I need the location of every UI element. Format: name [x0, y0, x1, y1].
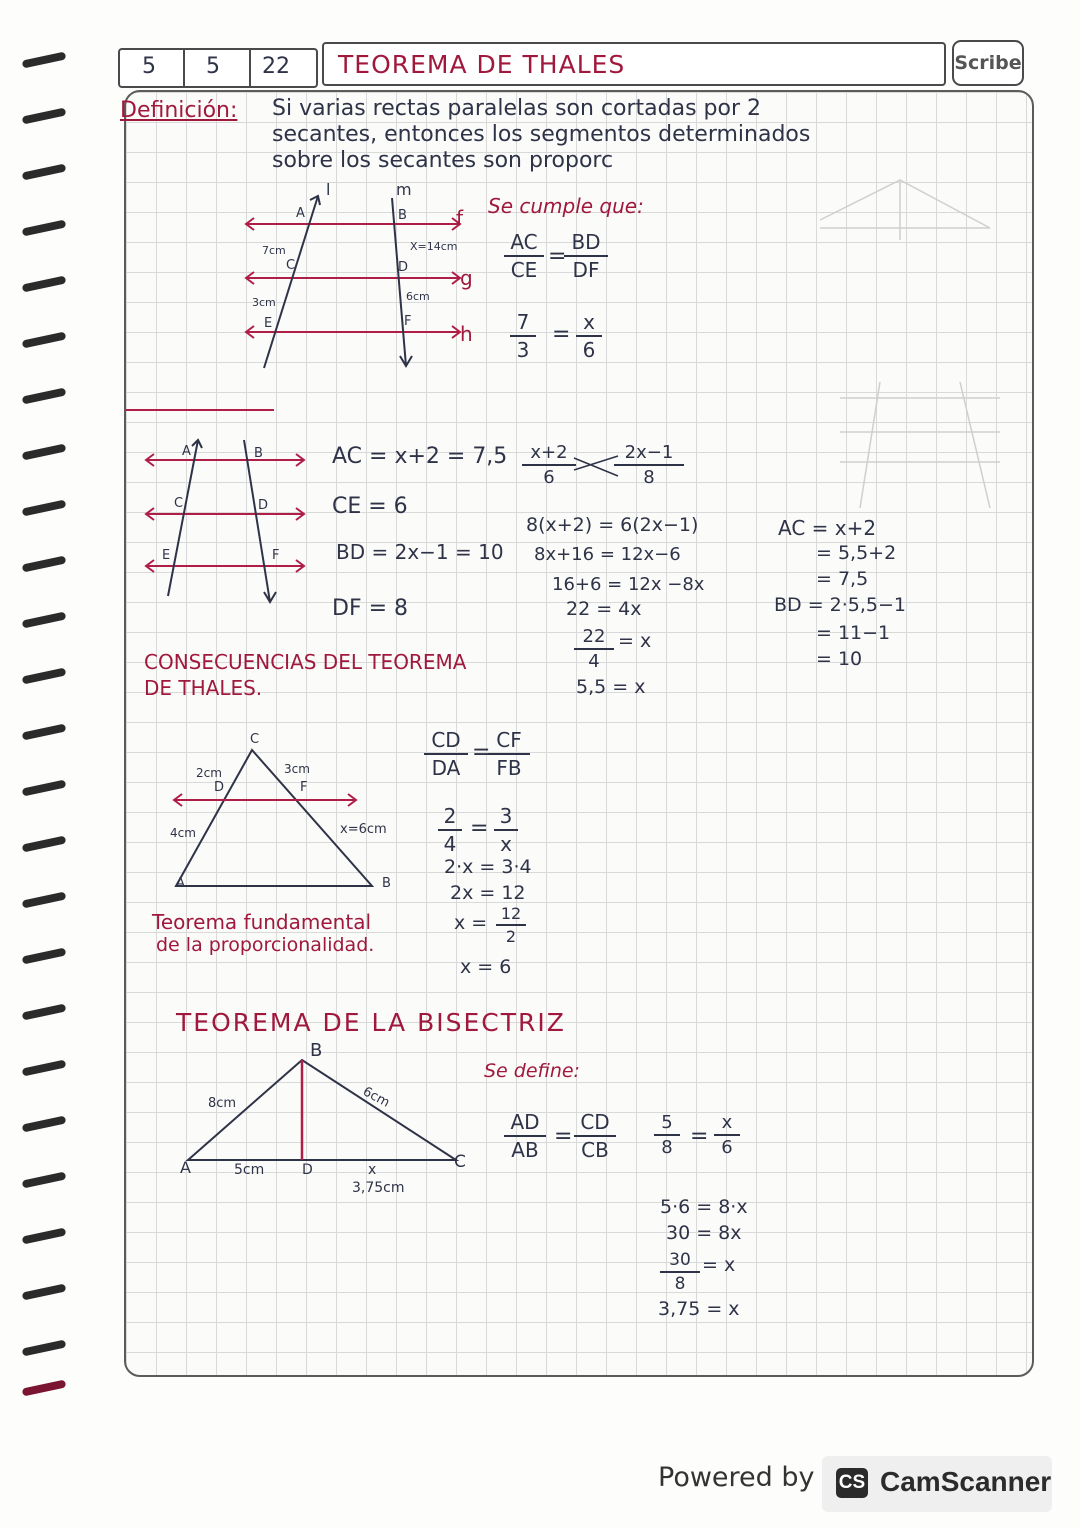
fig1-parallel-h: h	[460, 322, 473, 346]
date-month: 5	[206, 54, 220, 79]
frac-den: 6	[721, 1137, 733, 1158]
bis-point-a: A	[180, 1158, 191, 1177]
frac-num: x	[721, 1112, 733, 1133]
fig2-side-3: = 7,5	[816, 568, 869, 590]
bis-len-bc: 6cm	[360, 1084, 392, 1111]
bis-frac-5-8	[654, 1112, 680, 1158]
frac-num: CD	[431, 728, 461, 752]
frac-num: AC	[510, 230, 538, 254]
frac-num: 12	[500, 904, 522, 923]
fig2-bd: BD = 2x−1 = 10	[336, 540, 504, 564]
fig2-point-c: C	[174, 496, 184, 511]
frac-den: DF	[572, 258, 600, 282]
fig2-ac: AC = x+2 = 7,5	[332, 444, 508, 469]
frac-num: 7	[516, 310, 530, 334]
fig1-parallel-f: f	[456, 206, 464, 230]
bis-step-3-frac	[660, 1250, 700, 1294]
fig1-length-ac: 7cm	[262, 244, 286, 257]
cons-point-a: A	[176, 876, 185, 891]
bis-frac-x-6	[714, 1112, 740, 1158]
cons-len-cf: 3cm	[284, 762, 310, 776]
fig1-length-ce: 3cm	[252, 296, 276, 309]
frac-num: 30	[669, 1250, 691, 1270]
consequences-title-2: DE THALES.	[144, 676, 263, 700]
fig1-point-a: A	[296, 206, 305, 221]
bis-frac-ad-ab	[504, 1110, 546, 1162]
cons-equals-2: =	[470, 816, 489, 841]
scribe-label: Scribe	[952, 40, 1024, 86]
cons-note-2: de la proporcionalidad.	[156, 934, 375, 956]
fig1-line-l: l	[326, 180, 331, 199]
cons-point-d: D	[214, 780, 225, 795]
fig2-point-f: F	[272, 548, 280, 563]
frac-den: AB	[511, 1138, 539, 1162]
fig1-equals-1: =	[548, 244, 567, 269]
fig2-step-2: 8x+16 = 12x−6	[534, 544, 681, 565]
frac-den: 6	[543, 467, 555, 488]
bis-point-d: D	[302, 1162, 313, 1178]
fig1-length-df: 6cm	[406, 290, 430, 303]
frac-num: BD	[571, 230, 601, 254]
cons-len-fb: x=6cm	[340, 822, 387, 837]
bis-len-dc-x: x	[368, 1162, 377, 1178]
fig2-side-2: = 5,5+2	[816, 542, 897, 564]
cons-point-b: B	[382, 876, 391, 891]
fig2-step-4: 22 = 4x	[566, 598, 642, 620]
fig2-df: DF = 8	[332, 596, 409, 621]
fig2-point-d: D	[258, 498, 269, 513]
frac-num: 3	[499, 804, 513, 828]
fig1-length-bd: X=14cm	[410, 240, 458, 253]
definition-label: Definición:	[120, 98, 238, 123]
fig2-side-1: AC = x+2	[778, 516, 877, 540]
bis-len-ad: 5cm	[234, 1162, 265, 1178]
frac-den: x	[500, 832, 512, 856]
bisector-se-define: Se define:	[484, 1060, 580, 1082]
cons-step-4: x = 6	[460, 956, 512, 978]
frac-num: x+2	[530, 442, 568, 463]
definition-line-1: Si varias rectas paralelas son cortadas por 2	[272, 96, 762, 121]
fig2-side-4: BD = 2·5,5−1	[774, 594, 907, 616]
frac-den: 8	[674, 1274, 686, 1294]
cons-point-c: C	[250, 732, 260, 747]
frac-den: 4	[443, 832, 457, 856]
cons-step-1: 2·x = 3·4	[444, 856, 532, 878]
consequences-title-1: CONSECUENCIAS DEL TEOREMA	[144, 650, 467, 674]
fig2-ce: CE = 6	[332, 494, 408, 519]
frac-den: CE	[510, 258, 538, 282]
fig2-step-3: 16+6 = 12x −8x	[552, 574, 705, 595]
fig2-step-1: 8(x+2) = 6(2x−1)	[526, 514, 699, 536]
definition-line-2: secantes, entonces los segmentos determinados	[272, 122, 811, 147]
cons-equals-1: =	[472, 740, 491, 765]
cons-note-1: Teorema fundamental	[152, 910, 372, 934]
fig2-step-5-rhs: = x	[618, 630, 652, 652]
camscanner-logo-icon: CS	[836, 1468, 868, 1498]
frac-num: x	[583, 310, 595, 334]
cons-point-f: F	[300, 780, 308, 795]
frac-den: CB	[581, 1138, 609, 1162]
frac-den: 3	[516, 338, 530, 362]
bis-len-ab: 8cm	[208, 1096, 237, 1111]
fig1-point-b: B	[398, 208, 407, 223]
fig1-equals-2: =	[552, 322, 571, 347]
bis-step-3-rhs: = x	[702, 1254, 736, 1276]
bis-step-2: 30 = 8x	[666, 1222, 742, 1244]
camscanner-brand: CamScanner	[880, 1466, 1052, 1497]
powered-by-text: Powered by	[658, 1462, 815, 1493]
fig1-cumple: Se cumple que:	[488, 194, 644, 218]
fig1-line-m: m	[396, 180, 412, 199]
frac-num: 2	[443, 804, 457, 828]
cons-len-da: 4cm	[170, 826, 196, 840]
frac-den: FB	[496, 756, 522, 780]
bis-step-1: 5·6 = 8·x	[660, 1196, 748, 1218]
page-title: TEOREMA DE THALES	[338, 50, 626, 79]
fig1-point-f: F	[404, 314, 412, 329]
bis-point-b: B	[310, 1040, 323, 1061]
bis-frac-cd-cb	[574, 1110, 616, 1162]
frac-den: 6	[582, 338, 596, 362]
bis-point-c: C	[454, 1152, 466, 1172]
cons-step-2: 2x = 12	[450, 882, 526, 904]
frac-den: DA	[431, 756, 461, 780]
fig2-side-5: = 11−1	[816, 622, 891, 644]
bisector-title: TEOREMA DE LA BISECTRIZ	[176, 1008, 566, 1037]
bis-len-dc: 3,75cm	[352, 1180, 405, 1196]
frac-den: 8	[661, 1137, 673, 1158]
fig1-point-d: D	[398, 260, 409, 275]
frac-den: 2	[505, 927, 517, 946]
frac-num: 22	[582, 626, 606, 647]
fig2-point-b: B	[254, 446, 263, 461]
frac-num: CF	[496, 728, 522, 752]
frac-den: 4	[588, 651, 600, 672]
cons-step-3-lhs: x =	[454, 912, 488, 934]
bis-equals-2: =	[690, 1124, 709, 1149]
frac-num: 5	[661, 1112, 673, 1133]
date-year: 22	[262, 54, 290, 79]
frac-num: 2x−1	[624, 442, 674, 463]
bis-step-4: 3,75 = x	[658, 1298, 740, 1320]
date-day: 5	[142, 54, 156, 79]
frac-num: AD	[510, 1110, 540, 1134]
fig2-side-6: = 10	[816, 648, 863, 670]
fig1-parallel-g: g	[460, 266, 473, 290]
definition-line-3: sobre los secantes son proporc	[272, 148, 614, 173]
fig2-step-6: 5,5 = x	[576, 676, 646, 698]
frac-den: 8	[643, 467, 655, 488]
fig2-point-a: A	[182, 444, 191, 459]
bis-equals-1: =	[554, 1124, 573, 1149]
frac-num: CD	[580, 1110, 610, 1134]
fig1-point-e: E	[264, 316, 273, 331]
cons-len-cd: 2cm	[196, 766, 222, 780]
fig2-point-e: E	[162, 548, 171, 563]
fig1-point-c: C	[286, 258, 296, 273]
